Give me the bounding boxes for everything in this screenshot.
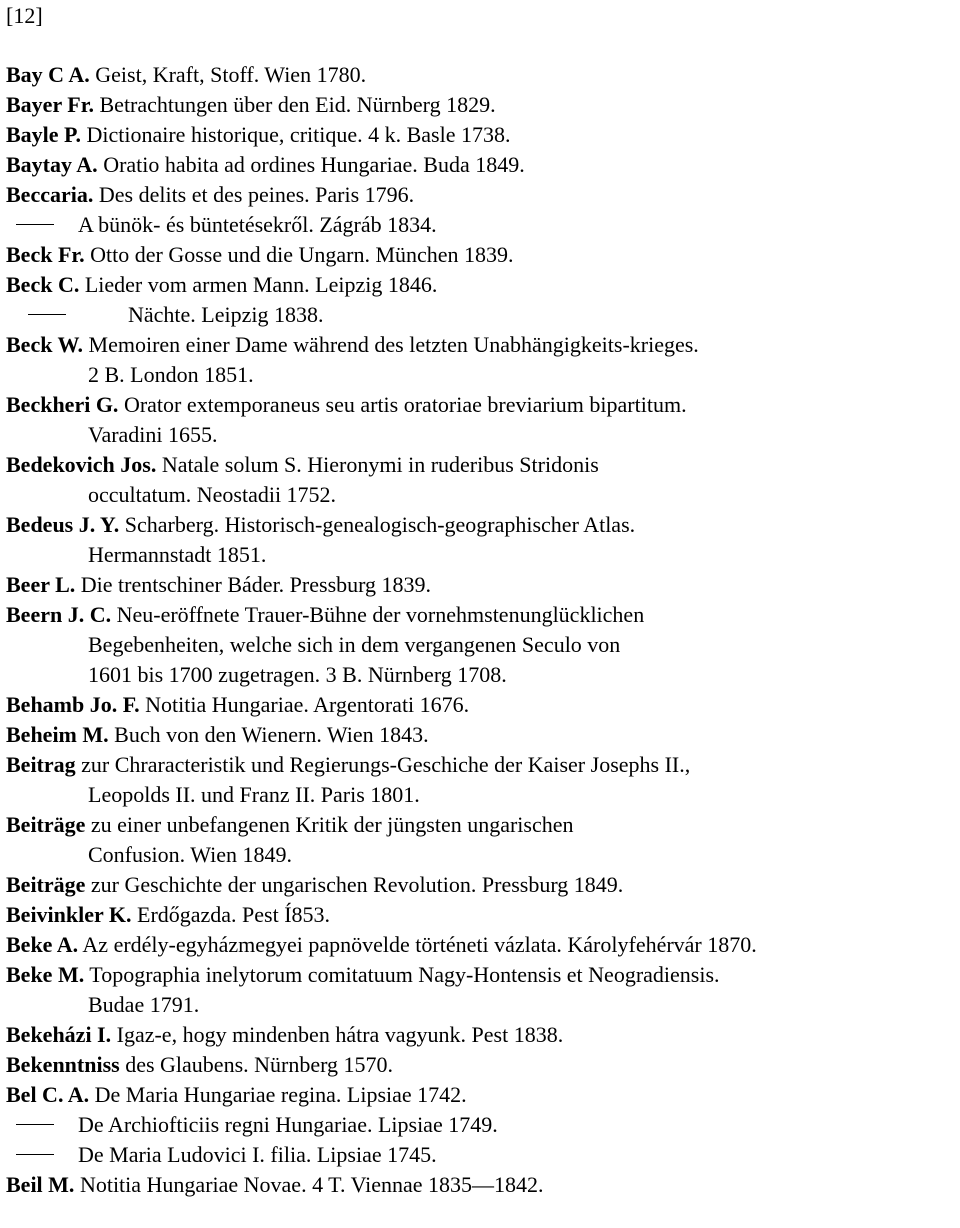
bibliography-entry (6, 210, 958, 240)
entry-author: Behamb Jo. F. (6, 692, 140, 717)
entry-text: Igaz-e, hogy mindenben hátra vagyunk. Pest 1838. (111, 1022, 564, 1047)
bibliography-entry (6, 570, 958, 600)
entry-first-line (6, 1170, 958, 1200)
entry-author: Bay C A. (6, 62, 90, 87)
entry-text: Topographia inelytorum comitatuum Nagy-Hontensis et Neogradiensis. (84, 962, 720, 987)
entry-text: occultatum. Neostadii 1752. (88, 482, 337, 507)
entry-first-line (6, 930, 958, 960)
bibliography-list (6, 60, 958, 1200)
bibliography-entry (6, 450, 958, 510)
bibliography-entry (6, 900, 958, 930)
entry-text: Geist, Kraft, Stoff. Wien 1780. (89, 62, 367, 87)
entry-first-line (6, 810, 958, 840)
entry-text: Az erdély-egyházmegyei papnövelde történeti vázlata. Károlyfehérvár 1870. (78, 932, 757, 957)
entry-continuation-line (6, 360, 958, 390)
entry-first-line (6, 210, 958, 240)
entry-first-line (6, 450, 958, 480)
ditto-dash (16, 224, 54, 225)
entry-text: Des delits et des peines. Paris 1796. (93, 182, 415, 207)
entry-author: Beil M. (6, 1172, 75, 1197)
entry-text: Scharberg. Historisch-genealogisch-geographischer Atlas. (119, 512, 636, 537)
bibliography-entry (6, 750, 958, 810)
ditto-dash (16, 1154, 54, 1155)
entry-author: Bedekovich Jos. (6, 452, 157, 477)
bibliography-entry (6, 600, 958, 690)
entry-first-line (6, 90, 958, 120)
bibliography-entry (6, 1050, 958, 1080)
entry-first-line (6, 750, 958, 780)
bibliography-entry (6, 330, 958, 390)
entry-first-line (6, 300, 958, 330)
entry-text: Betrachtungen über den Eid. Nürnberg 1829. (94, 92, 496, 117)
entry-first-line (6, 1050, 958, 1080)
entry-continuation-line (6, 540, 958, 570)
entry-author: Beck C. (6, 272, 80, 297)
bibliography-entry (6, 960, 958, 1020)
entry-text: 2 B. London 1851. (88, 362, 254, 387)
bibliography-entry (6, 690, 958, 720)
entry-first-line (6, 870, 958, 900)
entry-text: Notitia Hungariae Novae. 4 T. Viennae 1835—1842. (74, 1172, 544, 1197)
entry-text: Oratio habita ad ordines Hungariae. Buda 1849. (97, 152, 525, 177)
entry-author: Bayer Fr. (6, 92, 94, 117)
entry-text: A bünök- és büntetésekről. Zágráb 1834. (78, 212, 437, 237)
bibliography-entry (6, 150, 958, 180)
ditto-dash (28, 314, 66, 315)
entry-text: Natale solum S. Hieronymi in ruderibus Stridonis (156, 452, 599, 477)
entry-first-line (6, 1110, 958, 1140)
entry-author: Beivinkler K. (6, 902, 132, 927)
entry-first-line (6, 510, 958, 540)
bibliography-entry (6, 1170, 958, 1200)
bibliography-entry (6, 270, 958, 300)
bibliography-entry (6, 120, 958, 150)
bibliography-entry (6, 90, 958, 120)
entry-first-line (6, 330, 958, 360)
entry-author: Beheim M. (6, 722, 109, 747)
entry-author: Bel C. A. (6, 1082, 90, 1107)
entry-first-line (6, 600, 958, 630)
entry-author: Baytay A. (6, 152, 98, 177)
entry-author: Beke M. (6, 962, 85, 987)
entry-author: Beckheri G. (6, 392, 119, 417)
entry-first-line (6, 180, 958, 210)
entry-continuation-line (6, 780, 958, 810)
entry-author: Beck W. (6, 332, 84, 357)
entry-text: 1601 bis 1700 zugetragen. 3 B. Nürnberg 1708. (88, 662, 507, 687)
entry-first-line (6, 960, 958, 990)
entry-text: Lieder vom armen Mann. Leipzig 1846. (79, 272, 438, 297)
bibliography-entry (6, 810, 958, 870)
entry-first-line (6, 120, 958, 150)
entry-text: Nächte. Leipzig 1838. (128, 302, 324, 327)
entry-first-line (6, 570, 958, 600)
entry-author: Bekenntniss (6, 1052, 120, 1077)
entry-author: Bekeházi I. (6, 1022, 112, 1047)
entry-text: Leopolds II. und Franz II. Paris 1801. (88, 782, 420, 807)
entry-first-line (6, 720, 958, 750)
entry-first-line (6, 1140, 958, 1170)
bibliography-entry (6, 870, 958, 900)
entry-text: Erdőgazda. Pest Í853. (131, 902, 331, 927)
bibliography-entry (6, 240, 958, 270)
entry-continuation-line (6, 420, 958, 450)
entry-text: Orator extemporaneus seu artis oratoriae breviarium bipartitum. (118, 392, 687, 417)
entry-text: Notitia Hungariae. Argentorati 1676. (139, 692, 470, 717)
entry-text: Varadini 1655. (88, 422, 218, 447)
entry-continuation-line (6, 660, 958, 690)
entry-author: Beern J. C. (6, 602, 112, 627)
page-number: [12] (6, 3, 43, 28)
entry-text: Memoiren einer Dame während des letzten Unabhängigkeits-krieges. (83, 332, 699, 357)
entry-first-line (6, 900, 958, 930)
entry-text: zur Geschichte der ungarischen Revolution. Pressburg 1849. (85, 872, 624, 897)
entry-first-line (6, 60, 958, 90)
entry-first-line (6, 1080, 958, 1110)
entry-author: Bayle P. (6, 122, 81, 147)
entry-text: Neu-eröffnete Trauer-Bühne der vornehmstenunglücklichen (111, 602, 645, 627)
entry-continuation-line (6, 630, 958, 660)
entry-first-line (6, 270, 958, 300)
entry-text: Begebenheiten, welche sich in dem vergangenen Seculo von (88, 632, 621, 657)
entry-first-line (6, 240, 958, 270)
entry-first-line (6, 150, 958, 180)
entry-text: Buch von den Wienern. Wien 1843. (108, 722, 429, 747)
entry-text: Budae 1791. (88, 992, 200, 1017)
entry-text: Die trentschiner Báder. Pressburg 1839. (75, 572, 432, 597)
bibliography-entry (6, 1080, 958, 1110)
entry-text: Confusion. Wien 1849. (88, 842, 293, 867)
entry-text: De Maria Ludovici I. filia. Lipsiae 1745. (78, 1142, 437, 1167)
entry-first-line (6, 690, 958, 720)
entry-author: Beke A. (6, 932, 79, 957)
entry-text: zu einer unbefangenen Kritik der jüngsten ungarischen (85, 812, 574, 837)
bibliography-entry (6, 1020, 958, 1050)
entry-author: Beitrag (6, 752, 76, 777)
entry-text: De Archiofticiis regni Hungariae. Lipsiae 1749. (78, 1112, 498, 1137)
entry-continuation-line (6, 840, 958, 870)
bibliography-entry (6, 1110, 958, 1140)
entry-text: Otto der Gosse und die Ungarn. München 1839. (84, 242, 514, 267)
entry-continuation-line (6, 990, 958, 1020)
bibliography-entry (6, 390, 958, 450)
bibliography-entry (6, 1140, 958, 1170)
entry-author: Beer L. (6, 572, 76, 597)
entry-text: zur Chraracteristik und Regierungs-Geschiche der Kaiser Josephs II., (75, 752, 691, 777)
bibliography-entry (6, 720, 958, 750)
bibliography-entry (6, 300, 958, 330)
entry-continuation-line (6, 480, 958, 510)
ditto-dash (16, 1124, 54, 1125)
entry-text: Hermannstadt 1851. (88, 542, 267, 567)
entry-text: De Maria Hungariae regina. Lipsiae 1742. (89, 1082, 467, 1107)
entry-author: Beck Fr. (6, 242, 85, 267)
entry-author: Beiträge (6, 872, 86, 897)
bibliography-entry (6, 930, 958, 960)
entry-text: Dictionaire historique, critique. 4 k. Basle 1738. (80, 122, 511, 147)
entry-author: Beiträge (6, 812, 86, 837)
entry-first-line (6, 1020, 958, 1050)
entry-text: des Glaubens. Nürnberg 1570. (119, 1052, 394, 1077)
entry-author: Beccaria. (6, 182, 94, 207)
bibliography-entry (6, 60, 958, 90)
bibliography-entry (6, 180, 958, 210)
entry-author: Bedeus J. Y. (6, 512, 120, 537)
entry-first-line (6, 390, 958, 420)
bibliography-entry (6, 510, 958, 570)
